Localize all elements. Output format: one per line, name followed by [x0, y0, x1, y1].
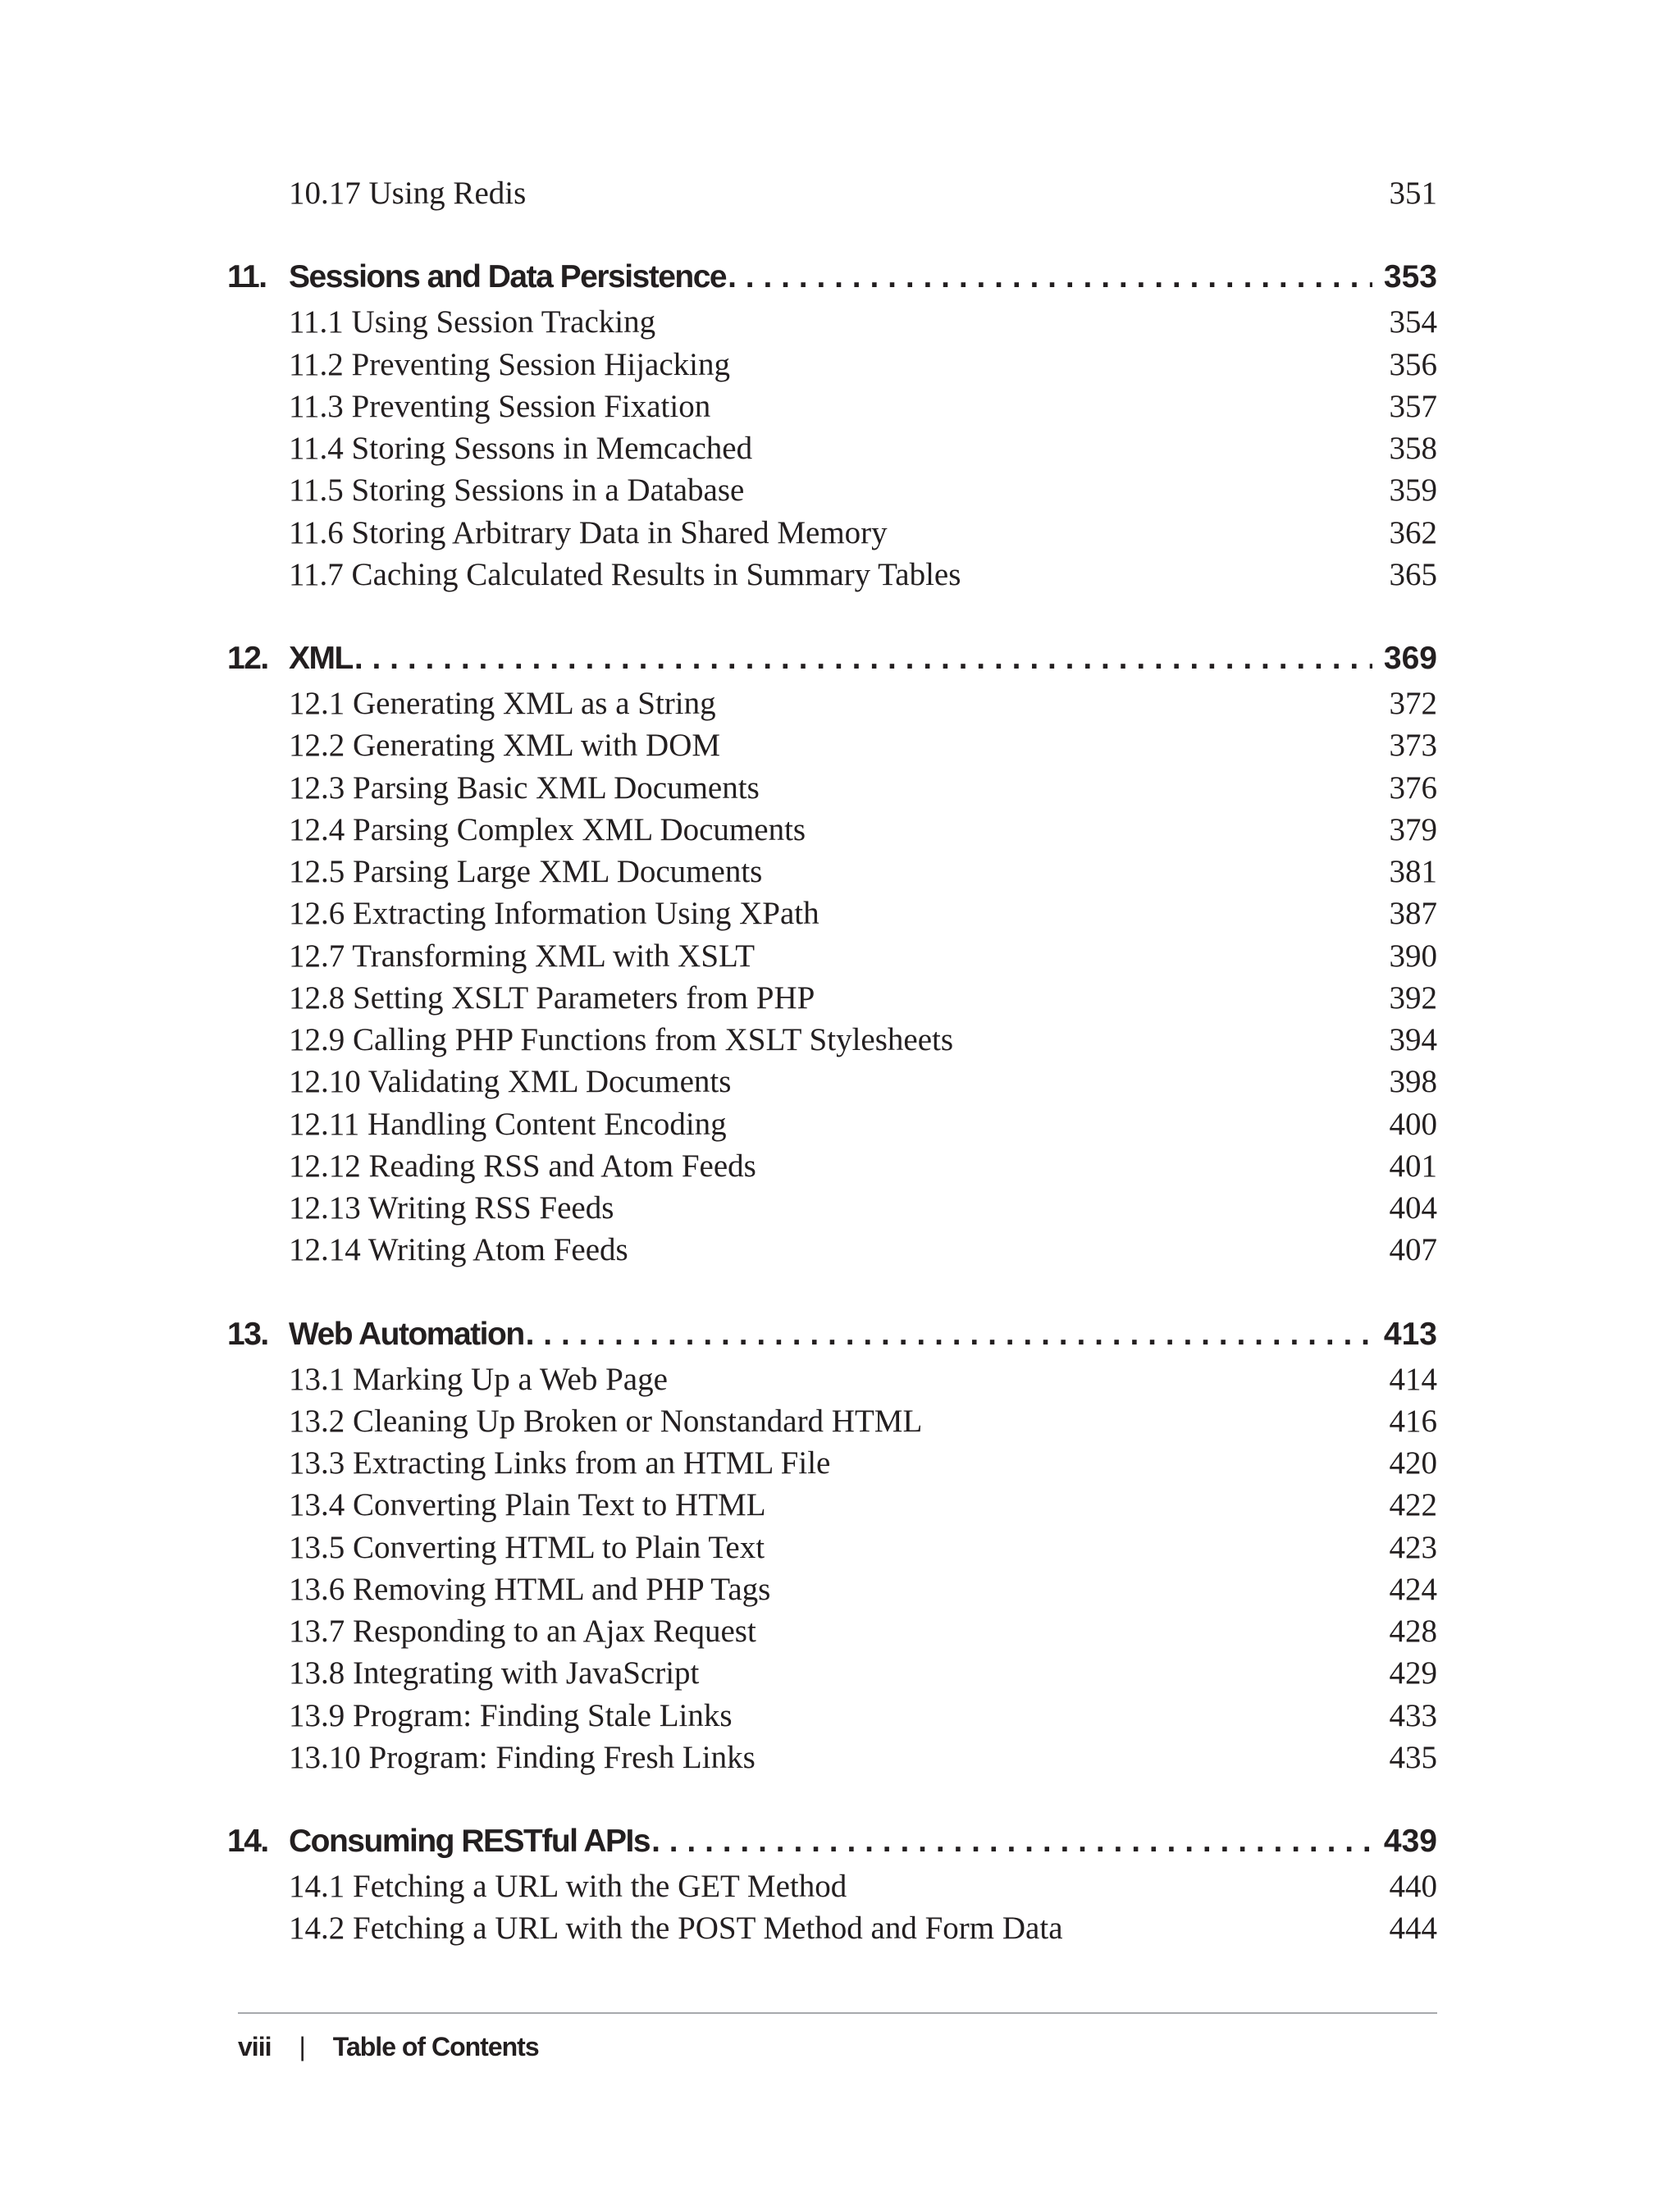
- section-page-number: 435: [1389, 1739, 1437, 1775]
- section-title: 12.13 Writing RSS Feeds: [289, 1190, 614, 1226]
- section-title: 14.1 Fetching a URL with the GET Method: [289, 1869, 847, 1904]
- section-page-number: 423: [1389, 1529, 1437, 1565]
- toc-section-entry: [289, 512, 1437, 554]
- toc-section-entry: [289, 1229, 1437, 1271]
- section-title: 13.3 Extracting Links from an HTML File: [289, 1445, 831, 1481]
- toc-section-entry: [289, 344, 1437, 386]
- page-footer: [238, 2012, 1437, 2061]
- footer-text: [238, 2032, 539, 2062]
- chapter-page-number: 413: [1383, 1316, 1437, 1352]
- chapter-page-number: 353: [1383, 259, 1437, 295]
- section-title: 13.4 Converting Plain Text to HTML: [289, 1487, 766, 1523]
- chapter-title: Consuming RESTful APIs: [289, 1824, 651, 1859]
- chapter-page-number: 439: [1383, 1824, 1437, 1859]
- section-page-number: 401: [1389, 1148, 1437, 1184]
- section-title: 12.1 Generating XML as a String: [289, 686, 716, 721]
- section-title: 11.2 Preventing Session Hijacking: [289, 346, 731, 382]
- chapter-heading: [227, 635, 1437, 682]
- chapter-number: 11.: [227, 259, 267, 295]
- section-page-number: 398: [1389, 1064, 1437, 1100]
- toc-section-entry: [289, 892, 1437, 934]
- toc-section-entry: [289, 767, 1437, 809]
- toc-section-entry: [289, 1019, 1437, 1061]
- toc-section-entry: [289, 1187, 1437, 1229]
- section-page-number: 422: [1389, 1487, 1437, 1523]
- section-title: 12.3 Parsing Basic XML Documents: [289, 769, 760, 806]
- section-page-number: 376: [1389, 769, 1437, 806]
- dot-leader: [728, 253, 1372, 301]
- section-title: 12.8 Setting XSLT Parameters from PHP: [289, 979, 815, 1016]
- section-title: 11.3 Preventing Session Fixation: [289, 388, 711, 424]
- footer-page-number: viii: [238, 2032, 272, 2061]
- toc-chapter-block: [227, 1818, 1437, 1950]
- footer-separator: |: [299, 2032, 305, 2061]
- section-page-number: 379: [1389, 811, 1437, 847]
- toc-section-entry: [289, 1610, 1437, 1652]
- toc-section-entry: [289, 1527, 1437, 1568]
- toc-section-entry: [289, 1103, 1437, 1145]
- section-page-number: 424: [1389, 1571, 1437, 1607]
- toc-section-entry: [289, 1442, 1437, 1484]
- section-page-number: 414: [1389, 1361, 1437, 1397]
- chapter-title: XML: [289, 641, 353, 676]
- section-page-number: 381: [1389, 854, 1437, 889]
- toc-section-entry: [289, 1145, 1437, 1187]
- chapter-heading: [227, 1818, 1437, 1865]
- toc-chapter-block: [227, 172, 1437, 214]
- section-title: 13.10 Program: Finding Fresh Links: [289, 1739, 756, 1775]
- toc-section-entry: [289, 1400, 1437, 1442]
- section-page-number: 433: [1389, 1697, 1437, 1733]
- section-title: 12.11 Handling Content Encoding: [289, 1106, 727, 1142]
- section-page-number: 373: [1389, 728, 1437, 764]
- toc-section-entry: [289, 682, 1437, 724]
- section-page-number: 428: [1389, 1614, 1437, 1649]
- section-title: 13.7 Responding to an Ajax Request: [289, 1614, 756, 1649]
- section-title: 13.9 Program: Finding Stale Links: [289, 1697, 733, 1733]
- section-title: 11.6 Storing Arbitrary Data in Shared Memory: [289, 514, 888, 550]
- toc-chapter-block: [227, 635, 1437, 1271]
- toc-section-entry: [289, 809, 1437, 851]
- chapter-page-number: 369: [1383, 641, 1437, 676]
- toc-section-entry: [289, 172, 1437, 214]
- section-page-number: 358: [1389, 431, 1437, 466]
- toc-section-entry: [289, 554, 1437, 596]
- toc-section-entry: [289, 1568, 1437, 1610]
- dot-leader: [526, 1311, 1372, 1358]
- toc-section-entry: [289, 1695, 1437, 1737]
- section-page-number: 444: [1389, 1911, 1437, 1947]
- section-page-number: 359: [1389, 472, 1437, 509]
- section-title: 11.7 Caching Calculated Results in Summary Tables: [289, 556, 961, 592]
- chapter-title: Web Automation: [289, 1316, 524, 1352]
- toc-section-entry: [289, 1061, 1437, 1102]
- section-page-number: 362: [1389, 514, 1437, 550]
- toc-section-entry: [289, 427, 1437, 469]
- section-page-number: 357: [1389, 388, 1437, 424]
- section-page-number: 400: [1389, 1106, 1437, 1142]
- toc-section-entry: [289, 1484, 1437, 1526]
- toc-section-entry: [289, 935, 1437, 977]
- section-title: 13.8 Integrating with JavaScript: [289, 1655, 700, 1691]
- section-page-number: 392: [1389, 979, 1437, 1016]
- chapter-number: 12.: [227, 641, 268, 676]
- chapter-title: Sessions and Data Persistence: [289, 259, 727, 295]
- section-title: 11.5 Storing Sessions in a Database: [289, 472, 745, 509]
- section-title: 13.6 Removing HTML and PHP Tags: [289, 1571, 771, 1607]
- table-of-contents: [227, 172, 1437, 1950]
- section-title: 12.14 Writing Atom Feeds: [289, 1232, 628, 1268]
- section-title: 12.2 Generating XML with DOM: [289, 728, 721, 764]
- section-page-number: 356: [1389, 346, 1437, 382]
- chapter-heading: [227, 1311, 1437, 1358]
- toc-section-entry: [289, 1652, 1437, 1694]
- footer-running-title: Table of Contents: [332, 2032, 539, 2061]
- toc-section-entry: [289, 301, 1437, 343]
- dot-leader: [354, 635, 1372, 682]
- section-title: 14.2 Fetching a URL with the POST Method and Form Data: [289, 1911, 1063, 1947]
- section-title: 13.5 Converting HTML to Plain Text: [289, 1529, 765, 1565]
- chapter-number: 14.: [227, 1824, 268, 1859]
- toc-chapter-block: [227, 253, 1437, 596]
- section-page-number: 407: [1389, 1232, 1437, 1268]
- toc-section-entry: [289, 851, 1437, 892]
- section-page-number: 440: [1389, 1869, 1437, 1904]
- section-title: 11.4 Storing Sessons in Memcached: [289, 431, 753, 466]
- section-title: 12.9 Calling PHP Functions from XSLT Stylesheets: [289, 1022, 954, 1057]
- section-title: 12.10 Validating XML Documents: [289, 1064, 732, 1100]
- toc-section-entry: [289, 1358, 1437, 1400]
- section-title: 13.2 Cleaning Up Broken or Nonstandard HTML: [289, 1403, 923, 1439]
- section-title: 10.17 Using Redis: [289, 176, 527, 211]
- section-title: 12.4 Parsing Complex XML Documents: [289, 811, 806, 847]
- section-title: 12.7 Transforming XML with XSLT: [289, 938, 756, 974]
- section-page-number: 372: [1389, 686, 1437, 721]
- toc-section-entry: [289, 386, 1437, 427]
- toc-section-entry: [289, 977, 1437, 1019]
- section-title: 12.12 Reading RSS and Atom Feeds: [289, 1148, 756, 1184]
- section-page-number: 351: [1389, 176, 1437, 211]
- chapter-heading: [227, 253, 1437, 301]
- section-page-number: 365: [1389, 556, 1437, 592]
- section-title: 11.1 Using Session Tracking: [289, 304, 656, 340]
- chapter-number: 13.: [227, 1316, 268, 1352]
- toc-section-entry: [289, 1865, 1437, 1907]
- section-page-number: 420: [1389, 1445, 1437, 1481]
- section-title: 13.1 Marking Up a Web Page: [289, 1361, 668, 1397]
- section-page-number: 394: [1389, 1022, 1437, 1057]
- section-page-number: 390: [1389, 938, 1437, 974]
- section-title: 12.5 Parsing Large XML Documents: [289, 854, 763, 889]
- toc-section-entry: [289, 724, 1437, 766]
- toc-section-entry: [289, 1737, 1437, 1778]
- section-page-number: 416: [1389, 1403, 1437, 1439]
- toc-chapter-block: [227, 1311, 1437, 1779]
- section-page-number: 354: [1389, 304, 1437, 340]
- toc-section-entry: [289, 1907, 1437, 1949]
- section-page-number: 429: [1389, 1655, 1437, 1691]
- section-page-number: 404: [1389, 1190, 1437, 1226]
- toc-section-entry: [289, 469, 1437, 511]
- section-page-number: 387: [1389, 896, 1437, 932]
- dot-leader: [651, 1818, 1372, 1865]
- section-title: 12.6 Extracting Information Using XPath: [289, 896, 819, 932]
